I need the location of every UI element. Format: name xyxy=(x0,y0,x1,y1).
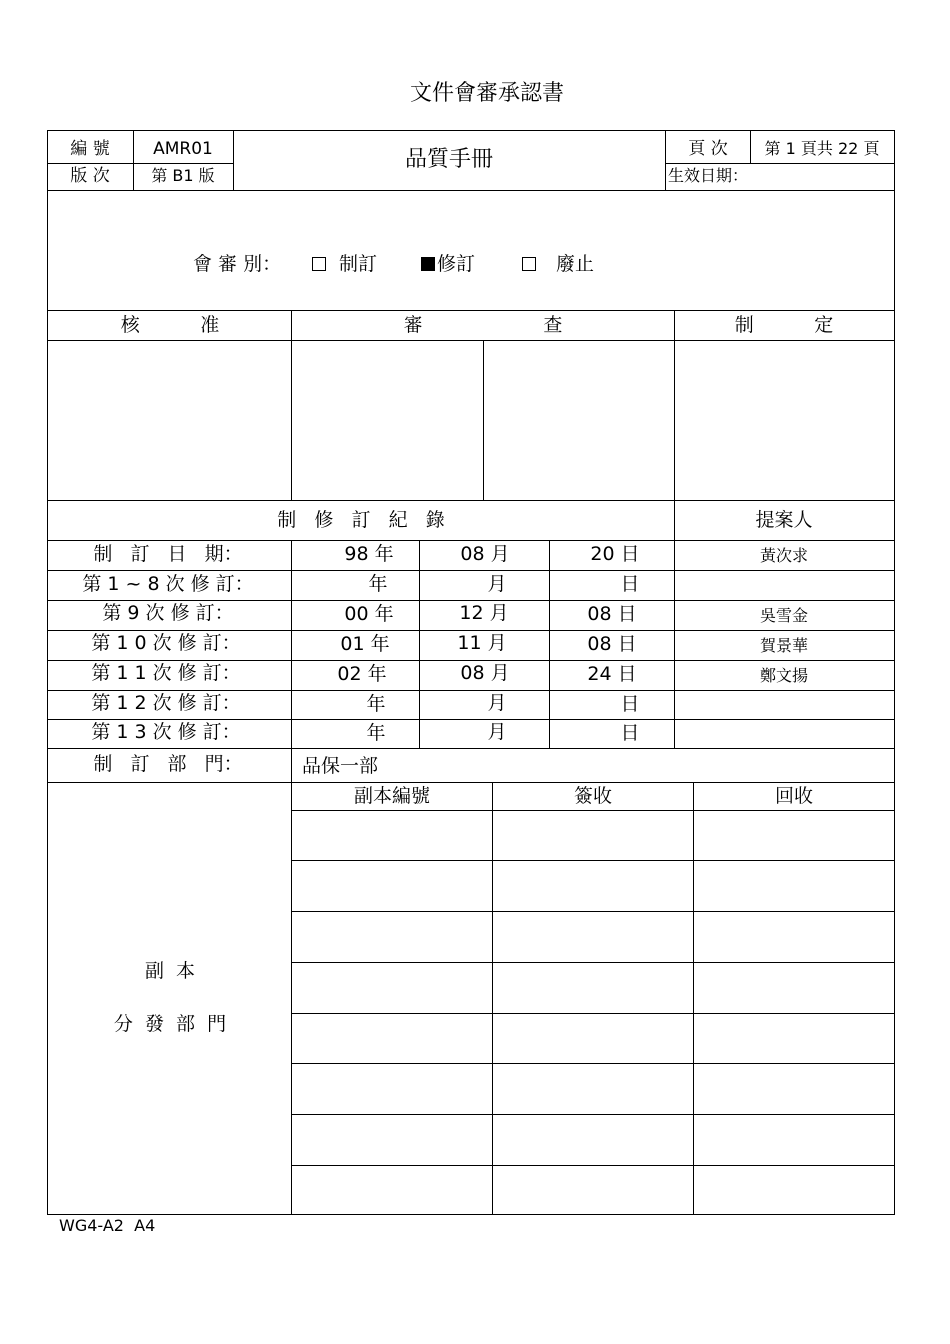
record-row-year: 00 年 xyxy=(344,603,394,625)
version-value: 第 B1 版 xyxy=(151,166,215,185)
sign-receipt-header: 簽收 xyxy=(573,785,613,807)
record-row-label: 制 訂 日 期： xyxy=(93,543,243,565)
record-row-day: 08 日 xyxy=(587,633,637,655)
department-value: 品保一部 xyxy=(302,755,379,777)
recall-header: 回收 xyxy=(774,785,814,807)
record-row-label: 第 1 ~ 8 次 修 訂： xyxy=(82,573,254,595)
record-row-year: 01 年 xyxy=(340,633,390,655)
record-row-proposer: 鄭文揚 xyxy=(759,666,809,685)
record-row-day: 日 xyxy=(620,722,640,744)
distribution-label-line1: 副 本 xyxy=(144,960,196,982)
record-row-year: 年 xyxy=(368,573,388,595)
effective-date-label: 生效日期： xyxy=(668,166,749,185)
document-name: 品質手冊 xyxy=(404,147,494,172)
record-row-year: 02 年 xyxy=(337,663,387,685)
record-row-label: 第 1 1 次 修 訂： xyxy=(91,662,241,684)
page-label: 頁 次 xyxy=(688,139,728,159)
revision-record-title: 制 修 訂 紀 錄 xyxy=(277,509,445,531)
record-row-day: 08 日 xyxy=(587,603,637,625)
review-signature-area-1[interactable] xyxy=(292,341,483,500)
checkbox-icon[interactable] xyxy=(522,257,536,271)
record-row-year: 98 年 xyxy=(344,543,394,565)
copy-number-header: 副本編號 xyxy=(353,785,431,807)
record-row-proposer: 吳雪金 xyxy=(759,606,809,625)
review-header: 審 查 xyxy=(403,314,563,336)
checkbox-icon[interactable] xyxy=(312,257,326,271)
approve-header: 核 准 xyxy=(120,314,220,336)
record-row-month: 月 xyxy=(487,721,507,743)
code-label: 編 號 xyxy=(70,139,110,159)
review-option-label: 修訂 xyxy=(437,253,476,275)
record-row-label: 第 1 3 次 修 訂： xyxy=(91,721,241,743)
record-row-label: 第 1 2 次 修 訂： xyxy=(91,692,241,714)
review-option-establish[interactable] xyxy=(312,255,377,274)
record-row-day: 日 xyxy=(620,693,640,715)
review-option-label: 制訂 xyxy=(339,253,378,275)
version-label: 版 次 xyxy=(70,166,110,186)
document-title: 文件會審承認書 xyxy=(409,81,565,106)
approve-signature-area[interactable] xyxy=(48,341,291,500)
record-row-year: 年 xyxy=(366,722,386,744)
review-signature-area-2[interactable] xyxy=(484,341,674,500)
record-row-proposer: 賀景華 xyxy=(759,636,809,655)
checkbox-icon[interactable] xyxy=(421,257,435,271)
code-value: AMR01 xyxy=(153,139,213,159)
record-row-day: 20 日 xyxy=(590,543,640,565)
review-option-abolish[interactable] xyxy=(522,255,594,274)
record-row-day: 日 xyxy=(620,573,640,595)
establish-header: 制 定 xyxy=(734,314,834,336)
review-type-label: 會 審 別： xyxy=(193,253,282,275)
record-row-label: 第 9 次 修 訂： xyxy=(102,602,234,624)
record-row-proposer: 黃次求 xyxy=(759,546,809,565)
form-code-footer: WG4-A2 A4 xyxy=(59,1216,156,1235)
review-option-label: 廢止 xyxy=(556,253,595,275)
establish-signature-area[interactable] xyxy=(675,341,894,500)
record-row-label: 第 1 0 次 修 訂： xyxy=(91,632,241,654)
page-value: 第 1 頁共 22 頁 xyxy=(764,139,880,158)
record-row-day: 24 日 xyxy=(587,663,637,685)
record-row-month: 11 月 xyxy=(457,632,507,654)
record-row-month: 月 xyxy=(487,573,507,595)
distribution-label-line2: 分 發 部 門 xyxy=(113,1013,227,1035)
record-row-year: 年 xyxy=(366,693,386,715)
record-row-month: 08 月 xyxy=(460,543,510,565)
record-row-month: 12 月 xyxy=(459,602,509,624)
record-row-month: 08 月 xyxy=(460,662,510,684)
department-label: 制 訂 部 門： xyxy=(93,753,243,775)
proposer-header: 提案人 xyxy=(755,509,813,531)
review-option-revise[interactable] xyxy=(421,255,475,274)
record-row-month: 月 xyxy=(487,692,507,714)
